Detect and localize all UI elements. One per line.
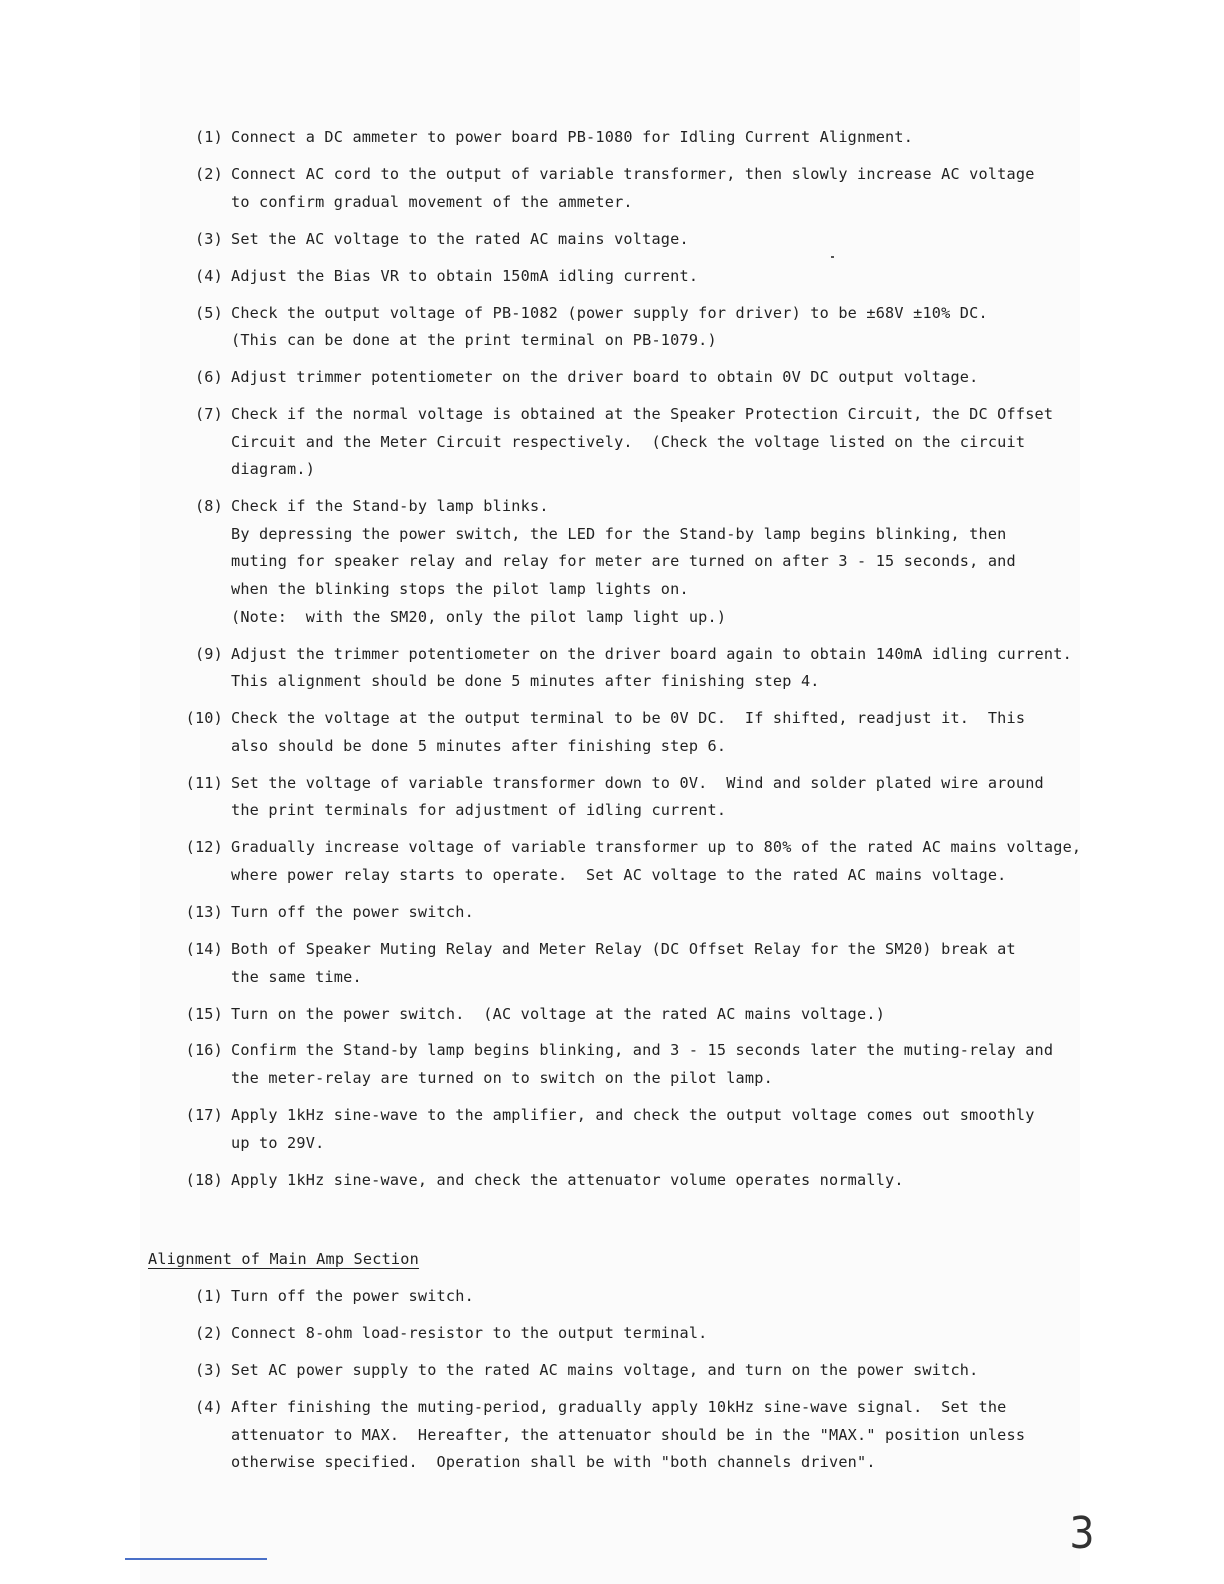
list-item (186, 1037, 1086, 1092)
list-item (186, 641, 1086, 696)
step-number: (16) (185, 1041, 223, 1060)
list-item (186, 364, 1086, 392)
step-number: (7) (194, 405, 223, 424)
step-text: Connect 8-ohm load-resistor to the output terminal. (231, 1323, 708, 1342)
step-text: Adjust the trimmer potentiometer on the driver board again to obtain 140mA idling current. This alignment should be done 5 minutes after finishing step 4. (231, 644, 1072, 691)
list-item (186, 1320, 1086, 1348)
list-item (186, 1357, 1086, 1385)
step-number: (3) (194, 229, 223, 248)
step-number: (3) (194, 1360, 223, 1379)
plus-minus-symbol: ± (913, 303, 923, 322)
step-number: (2) (194, 1323, 223, 1342)
list-item (186, 263, 1086, 291)
step-number: (17) (185, 1106, 223, 1125)
page-number: 3 (1069, 1508, 1095, 1559)
step-text: After finishing the muting-period, gradually apply 10kHz sine-wave signal. Set the attenuator to MAX. Hereafter, the attenuator should be in the "MAX." position unless otherwise specified. Operation shall be with "both channels driven". (231, 1397, 1026, 1472)
step-number: (5) (194, 303, 223, 322)
list-item (186, 1167, 1086, 1195)
list-item (186, 226, 1086, 254)
step-number: (2) (194, 164, 223, 183)
step-text: Apply 1kHz sine-wave, and check the attenuator volume operates normally. (231, 1170, 904, 1189)
list-item (186, 936, 1086, 991)
list-item (186, 161, 1086, 216)
list-item (186, 1283, 1086, 1311)
step-text: Turn off the power switch. (231, 1287, 474, 1305)
step-number: (9) (194, 644, 223, 663)
step-number: (1) (194, 128, 223, 146)
step-number: (4) (194, 1397, 223, 1416)
main-amp-steps-list (186, 1283, 1086, 1486)
list-item (186, 401, 1086, 484)
section-heading: Alignment of Main Amp Section (148, 1250, 419, 1268)
step-number: (11) (185, 773, 223, 792)
step-text: Both of Speaker Muting Relay and Meter Relay (DC Offset Relay for the SM20) break at the same time. (231, 939, 1016, 986)
list-item (186, 1102, 1086, 1157)
step-text: Adjust trimmer potentiometer on the driver board to obtain 0V DC output voltage. (231, 368, 979, 387)
step-text: Set the AC voltage to the rated AC mains voltage. (231, 229, 689, 248)
step-text: Check the output voltage of PB-1082 (power supply for driver) to be ±68V ±10% DC. (This can be done at the print terminal on PB-1079.) (231, 300, 1086, 355)
list-item (186, 1394, 1086, 1477)
step-text: Confirm the Stand-by lamp begins blinking, and 3 - 15 seconds later the muting-relay and the meter-relay are turned on to switch on the pilot lamp. (231, 1041, 1054, 1088)
list-item (186, 124, 1086, 152)
list-item (186, 770, 1086, 825)
step-text: Check if the Stand-by lamp blinks. By depressing the power switch, the LED for the Stand-by lamp begins blinking, then muting for speaker relay and relay for meter are turned on after 3 - 15 seconds, and when the blinking stops the pilot lamp lights on. (Note: with the SM20, only the pilot lamp light up.) (231, 497, 1016, 626)
step-text: Turn off the power switch. (231, 902, 474, 921)
step-text: Set AC power supply to the rated AC mains voltage, and turn on the power switch. (231, 1360, 979, 1379)
list-item (186, 1001, 1086, 1029)
list-item (186, 705, 1086, 760)
list-item (186, 300, 1086, 355)
step-number: (1) (194, 1287, 223, 1305)
plus-minus-symbol: ± (866, 303, 876, 322)
step-text: Apply 1kHz sine-wave to the amplifier, and check the output voltage comes out smoothly up to 29V. (231, 1106, 1035, 1152)
step-number: (13) (185, 902, 223, 921)
list-item (186, 493, 1086, 631)
step-number: (6) (194, 368, 223, 387)
step-number: (14) (185, 939, 223, 958)
step-number: (12) (185, 838, 223, 857)
step-number: (8) (194, 497, 223, 516)
step-text: Check if the normal voltage is obtained at the Speaker Protection Circuit, the DC Offset Circuit and the Meter Circuit respectively. (Check the voltage listed on the circuit diagram.) (231, 405, 1054, 479)
step-text: Adjust the Bias VR to obtain 150mA idling current. (231, 266, 699, 285)
step-text: Connect a DC ammeter to power board PB-1080 for Idling Current Alignment. (231, 128, 914, 146)
step-number: (18) (185, 1170, 223, 1189)
alignment-steps-list (186, 124, 1086, 1204)
step-text: Check the voltage at the output terminal to be 0V DC. If shifted, readjust it. This also should be done 5 minutes after finishing step 6. (231, 709, 1026, 755)
step-text: Gradually increase voltage of variable transformer up to 80% of the rated AC mains voltage, where power relay starts to operate. Set AC voltage to the rated AC mains voltage. (231, 838, 1082, 884)
step-number: (4) (194, 266, 223, 285)
list-item (186, 834, 1086, 889)
step-text: Set the voltage of variable transformer down to 0V. Wind and solder plated wire around the print terminals for adjustment of idling current. (231, 773, 1044, 820)
step-number: (15) (185, 1004, 223, 1023)
step-text: Turn on the power switch. (AC voltage at the rated AC mains voltage.) (231, 1004, 886, 1023)
list-item (186, 899, 1086, 927)
footer-divider (125, 1558, 267, 1560)
step-number: (10) (185, 709, 223, 728)
step-text: Connect AC cord to the output of variable transformer, then slowly increase AC voltage to confirm gradual movement of the ammeter. (231, 164, 1035, 211)
